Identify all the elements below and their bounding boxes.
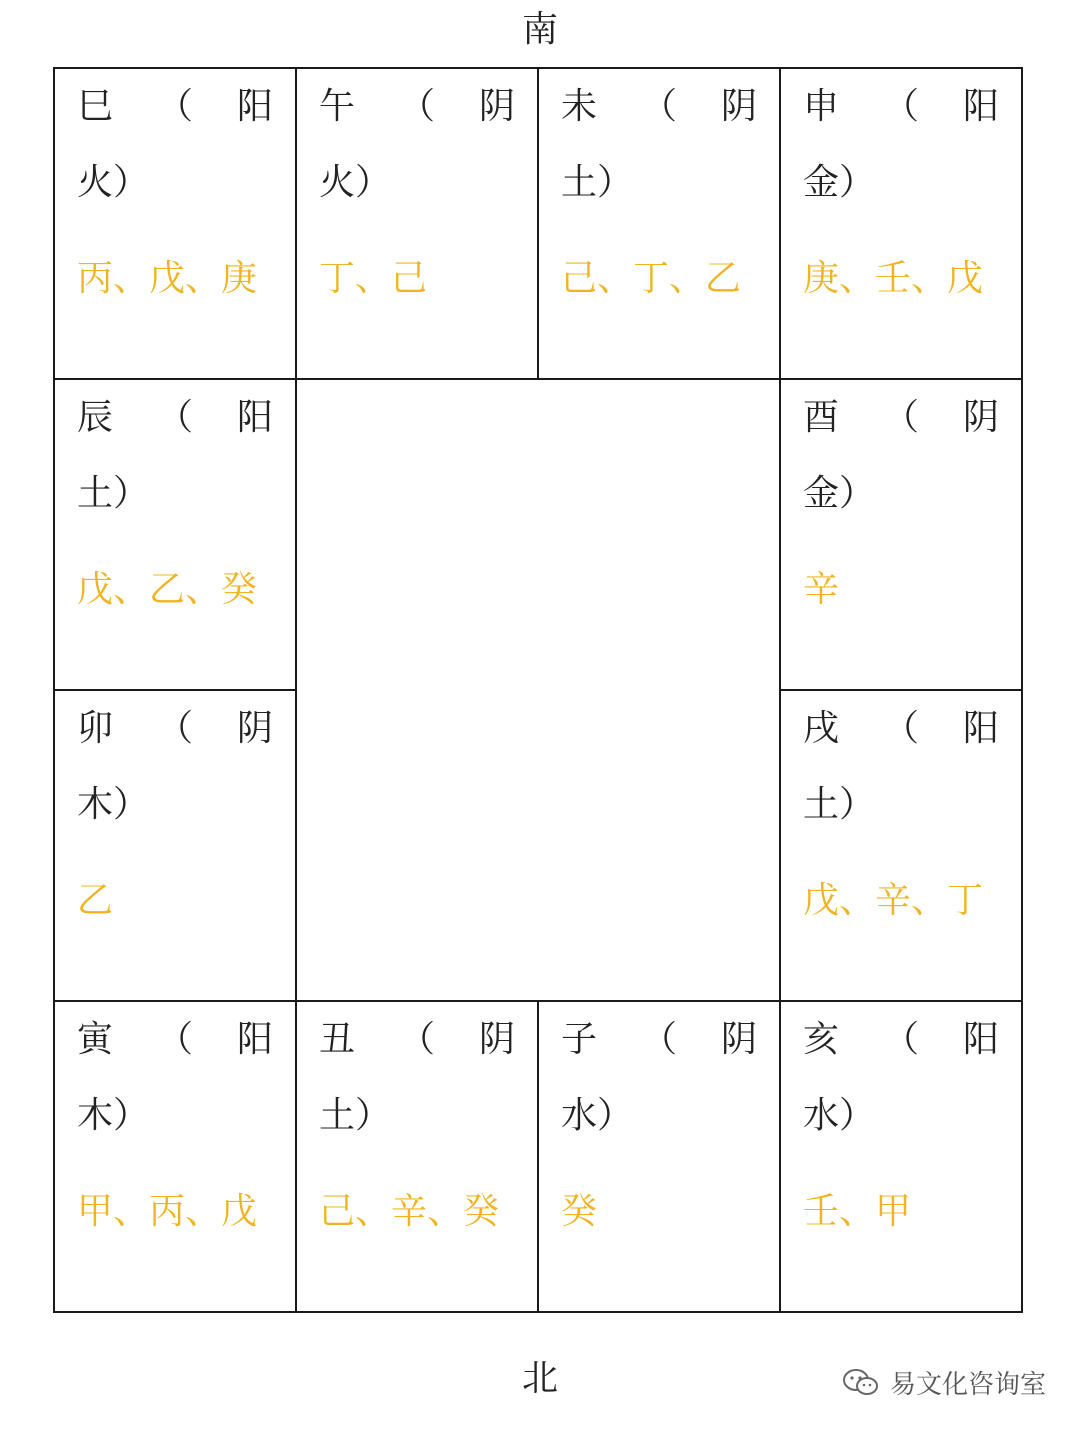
element-label: 土） — [803, 784, 876, 825]
palace-xu — [779, 689, 1023, 1002]
hidden-stems: 辛 — [803, 569, 840, 610]
hidden-stems: 癸 — [561, 1191, 598, 1232]
yin-yang-label: 阴 — [478, 1019, 515, 1060]
paren-open: （ — [156, 397, 193, 438]
element-label: 火） — [77, 162, 150, 203]
hidden-stems: 丙、戊、庚 — [77, 258, 258, 299]
element-label: 金） — [803, 162, 876, 203]
yin-yang-label: 阳 — [236, 397, 273, 438]
paren-open: （ — [882, 1019, 919, 1060]
element-label: 水） — [803, 1095, 876, 1136]
palace-yin — [53, 1000, 297, 1313]
hidden-stems: 乙 — [77, 880, 114, 921]
hidden-stems: 戊、乙、癸 — [77, 569, 258, 610]
element-label: 金） — [803, 473, 876, 514]
hidden-stems: 戊、辛、丁 — [803, 880, 984, 921]
palace-chou — [295, 1000, 539, 1313]
element-label: 土） — [319, 1095, 392, 1136]
hidden-stems: 甲、丙、戊 — [77, 1191, 258, 1232]
twelve-palace-grid — [54, 68, 1026, 1314]
element-label: 水） — [561, 1095, 634, 1136]
element-label: 火） — [319, 162, 392, 203]
paren-open: （ — [398, 1019, 435, 1060]
branch-label: 戌 — [803, 708, 840, 749]
direction-north-label: 北 — [521, 1358, 558, 1399]
palace-hai — [779, 1000, 1023, 1313]
paren-open: （ — [640, 1019, 677, 1060]
yin-yang-label: 阴 — [478, 86, 515, 127]
center-empty-area — [295, 378, 781, 1002]
paren-open: （ — [882, 397, 919, 438]
paren-open: （ — [156, 1019, 193, 1060]
palace-si — [53, 67, 297, 380]
palace-chen — [53, 378, 297, 691]
palace-wei — [537, 67, 781, 380]
branch-label: 丑 — [319, 1019, 356, 1060]
yin-yang-label: 阳 — [236, 86, 273, 127]
element-label: 木） — [77, 1095, 150, 1136]
branch-label: 寅 — [77, 1019, 114, 1060]
paren-open: （ — [882, 86, 919, 127]
yin-yang-label: 阴 — [962, 397, 999, 438]
element-label: 土） — [561, 162, 634, 203]
element-label: 木） — [77, 784, 150, 825]
branch-label: 巳 — [77, 86, 114, 127]
yin-yang-label: 阳 — [962, 708, 999, 749]
wechat-icon — [842, 1368, 880, 1398]
branch-label: 卯 — [77, 708, 114, 749]
watermark-text: 易文化咨询室 — [889, 1370, 1046, 1400]
yin-yang-label: 阳 — [962, 1019, 999, 1060]
branch-label: 亥 — [803, 1019, 840, 1060]
branch-label: 未 — [561, 86, 598, 127]
palace-shen — [779, 67, 1023, 380]
hidden-stems: 己、丁、乙 — [561, 258, 742, 299]
branch-label: 辰 — [77, 397, 114, 438]
hidden-stems: 己、辛、癸 — [319, 1191, 500, 1232]
palace-you — [779, 378, 1023, 691]
yin-yang-label: 阴 — [720, 1019, 757, 1060]
hidden-stems: 庚、壬、戊 — [803, 258, 984, 299]
palace-zi — [537, 1000, 781, 1313]
yin-yang-label: 阴 — [236, 708, 273, 749]
yin-yang-label: 阳 — [236, 1019, 273, 1060]
paren-open: （ — [640, 86, 677, 127]
branch-label: 申 — [803, 86, 840, 127]
branch-label: 午 — [319, 86, 356, 127]
branch-label: 酉 — [803, 397, 840, 438]
direction-south-label: 南 — [521, 9, 558, 50]
paren-open: （ — [882, 708, 919, 749]
palace-mao — [53, 689, 297, 1002]
branch-label: 子 — [561, 1019, 598, 1060]
watermark — [842, 1364, 1046, 1401]
hidden-stems: 壬、甲 — [803, 1191, 912, 1232]
yin-yang-label: 阳 — [962, 86, 999, 127]
element-label: 土） — [77, 473, 150, 514]
paren-open: （ — [156, 86, 193, 127]
paren-open: （ — [398, 86, 435, 127]
yin-yang-label: 阴 — [720, 86, 757, 127]
hidden-stems: 丁、己 — [319, 258, 428, 299]
paren-open: （ — [156, 708, 193, 749]
palace-wu — [295, 67, 539, 380]
